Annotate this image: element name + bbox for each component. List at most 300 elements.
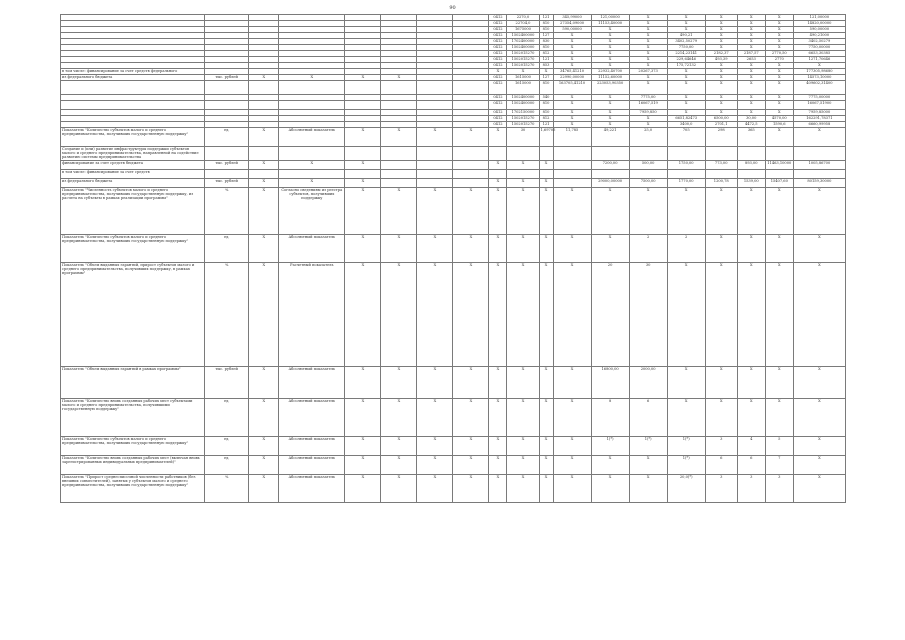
table-cell: 1502015270 [507, 51, 539, 57]
table-cell: 127 [539, 33, 553, 39]
table-row [61, 188, 846, 235]
table-cell: 229,64646 [667, 57, 705, 63]
table-cell: X [489, 179, 507, 188]
table-cell: Абсолютный показатель [279, 475, 345, 503]
table-cell: X [539, 263, 553, 367]
table-cell: ед. [205, 437, 249, 456]
table-row [61, 399, 846, 437]
table-cell: 493,39 [705, 57, 737, 63]
table-cell: X [591, 122, 629, 128]
table-cell: 298 [705, 128, 737, 147]
table-cell: X [489, 456, 507, 475]
table-cell: X [765, 63, 793, 69]
table-cell: X [417, 399, 453, 437]
table-cell: X [553, 116, 591, 122]
table-cell [553, 147, 591, 161]
table-cell: X [629, 51, 667, 57]
table-cell: X [345, 128, 381, 147]
table-cell [507, 147, 539, 161]
table-cell [205, 81, 249, 95]
table-row [61, 456, 846, 475]
table-cell: 1(*) [667, 437, 705, 456]
table-cell: X [705, 263, 737, 367]
table-cell: 8 [591, 399, 629, 437]
table-cell: X [737, 188, 765, 235]
table-cell: X [705, 95, 737, 101]
table-cell: X [553, 33, 591, 39]
table-cell: X [737, 69, 765, 75]
table-cell: 3 [705, 475, 737, 503]
table-cell: из федерального бюджета [61, 75, 205, 81]
table-cell: 812 [539, 116, 553, 122]
table-cell [453, 101, 489, 110]
table-row [61, 161, 846, 170]
table-cell: 2653 [737, 57, 765, 63]
table-cell: X [793, 263, 845, 367]
table-cell [381, 161, 417, 170]
table-cell: X [553, 399, 591, 437]
table-cell: X [737, 39, 765, 45]
table-cell: X [667, 95, 705, 101]
table-cell [629, 170, 667, 179]
table-row [61, 81, 846, 95]
table-cell [61, 81, 205, 95]
table-cell: X [591, 101, 629, 110]
table-cell: X [507, 437, 539, 456]
table-cell: Абсолютный показатель [279, 367, 345, 399]
table-cell: X [489, 367, 507, 399]
table-cell: X [381, 75, 417, 81]
table-cell: 11153,40000 [591, 21, 629, 27]
table-cell: X [705, 101, 737, 110]
table-cell: Абсолютный показатель [279, 437, 345, 456]
table-cell: X [737, 95, 765, 101]
table-cell: X [345, 188, 381, 235]
table-cell [737, 170, 765, 179]
budget-table [60, 14, 846, 503]
table-cell: 6 [629, 399, 667, 437]
table-cell: 1702400000 [507, 39, 539, 45]
table-cell: X [591, 63, 629, 69]
table-cell: 80159,30000 [793, 179, 845, 188]
table-cell: ед. [205, 456, 249, 475]
table-cell: X [417, 367, 453, 399]
table-cell: X [539, 161, 553, 170]
table-cell: Показатель "Объем выданных гарантий в рамках программы" [61, 367, 205, 399]
table-cell: X [553, 63, 591, 69]
table-cell: X [629, 188, 667, 235]
table-cell [345, 170, 381, 179]
table-cell: 30 [507, 128, 539, 147]
table-cell: X [381, 128, 417, 147]
table-cell: X [539, 69, 553, 75]
table-cell: X [793, 456, 845, 475]
table-cell: X [765, 81, 793, 95]
table-cell [279, 147, 345, 161]
page-number: 90 [449, 5, 456, 11]
table-cell: 121 [539, 122, 553, 128]
table-cell: 2 [629, 235, 667, 263]
table-cell [381, 81, 417, 95]
table-cell: 7750,00000 [793, 45, 845, 51]
table-cell: X [629, 122, 667, 128]
table-cell: 11463,10000 [765, 161, 793, 170]
table-cell [453, 170, 489, 179]
table-cell: X [705, 81, 737, 95]
table-cell: X [591, 456, 629, 475]
table-row [61, 367, 846, 399]
table-cell: X [507, 475, 539, 503]
table-cell: X [489, 188, 507, 235]
table-cell: X [453, 456, 489, 475]
table-cell: 16800,00 [591, 367, 629, 399]
table-cell: X [249, 263, 279, 367]
table-cell: X [765, 188, 793, 235]
table-cell [345, 147, 381, 161]
table-cell [417, 147, 453, 161]
table-cell: Согласно сведениям из реестра субъектов, получивших поддержку [279, 188, 345, 235]
table-cell [381, 179, 417, 188]
table-cell [345, 101, 381, 110]
table-cell [279, 81, 345, 95]
table-cell: X [489, 399, 507, 437]
table-cell: X [629, 475, 667, 503]
table-cell: Абсолютный показатель [279, 399, 345, 437]
table-cell: тыс. рублей [205, 179, 249, 188]
table-cell: X [667, 263, 705, 367]
table-cell: X [765, 235, 793, 263]
table-cell: X [249, 475, 279, 503]
table-cell: 121 [539, 15, 553, 21]
table-cell: ед. [205, 399, 249, 437]
table-cell: X [629, 33, 667, 39]
table-cell: 810 [539, 81, 553, 95]
table-cell [205, 170, 249, 179]
table-row [61, 101, 846, 110]
table-cell [765, 147, 793, 161]
table-cell: X [539, 179, 553, 188]
table-cell: 16067,519 [629, 101, 667, 110]
table-cell: тыс. рублей [205, 367, 249, 399]
table-cell: 7200,00 [591, 161, 629, 170]
table-cell: X [765, 399, 793, 437]
table-cell: X [453, 367, 489, 399]
table-cell [381, 170, 417, 179]
table-cell: Расчетный показатель [279, 263, 345, 367]
table-cell: X [667, 110, 705, 116]
table-cell: X [279, 179, 345, 188]
table-cell: X [507, 69, 539, 75]
table-cell: % [205, 263, 249, 367]
table-cell [279, 170, 345, 179]
table-cell: X [765, 33, 793, 39]
table-cell [507, 170, 539, 179]
table-cell: X [553, 235, 591, 263]
table-cell [249, 147, 279, 161]
table-cell [249, 101, 279, 110]
table-cell: X [345, 179, 381, 188]
table-cell: 1502400000 [507, 33, 539, 39]
table-cell: X [249, 456, 279, 475]
table-cell [205, 147, 249, 161]
table-cell [553, 170, 591, 179]
table-cell: Показатель "Численность субъектов малого и среднего предпринимательства, получивших государственную поддержку, из расчета на субъекты в рамках реализации программы" [61, 188, 205, 235]
table-cell: 30 [629, 263, 667, 367]
table-cell: 1750,00 [667, 161, 705, 170]
table-cell: 893,00 [737, 161, 765, 170]
table-cell: 7750,00 [667, 45, 705, 51]
table-cell: 2 [667, 235, 705, 263]
table-cell: 6500,00 [705, 116, 737, 122]
table-cell: X [793, 188, 845, 235]
table-cell: 0412 [489, 39, 507, 45]
table-cell: 490,21 [667, 33, 705, 39]
table-cell: X [507, 235, 539, 263]
table-cell: 3 [737, 475, 765, 503]
table-cell: 590,00000 [553, 27, 591, 33]
table-cell: 540 [539, 95, 553, 101]
table-row [61, 179, 846, 188]
table-cell: X [489, 475, 507, 503]
table-cell: X [737, 235, 765, 263]
table-row [61, 170, 846, 179]
table-cell: 2770 [765, 57, 793, 63]
table-cell: X [381, 263, 417, 367]
table-cell: Абсолютный показатель [279, 456, 345, 475]
table-cell: X [507, 188, 539, 235]
table-cell: 27354,09000 [553, 21, 591, 27]
table-cell: 7500,00 [629, 179, 667, 188]
table-cell: 20267,373 [629, 69, 667, 75]
table-cell: X [417, 475, 453, 503]
table-row [61, 475, 846, 503]
table-cell: 121 [539, 57, 553, 63]
table-cell: X [489, 128, 507, 147]
table-cell [417, 170, 453, 179]
table-cell [793, 170, 845, 179]
table-cell: X [345, 161, 381, 170]
table-cell: X [539, 456, 553, 475]
table-cell: Абсолютный показатель [279, 128, 345, 147]
table-cell [453, 81, 489, 95]
table-cell: 0412 [489, 21, 507, 27]
table-cell: X [705, 21, 737, 27]
table-cell: X [705, 15, 737, 21]
table-cell: 7 [765, 456, 793, 475]
table-cell: X [381, 367, 417, 399]
table-cell: X [765, 75, 793, 81]
table-cell: X [591, 95, 629, 101]
table-cell: X [249, 128, 279, 147]
table-cell: X [489, 437, 507, 456]
table-cell: X [345, 235, 381, 263]
table-row [61, 128, 846, 147]
table-cell: X [765, 21, 793, 27]
table-cell: X [539, 475, 553, 503]
table-cell: 29000,00000 [591, 179, 629, 188]
table-cell: 177305,98680 [793, 69, 845, 75]
table-cell: X [249, 188, 279, 235]
table-cell: % [205, 475, 249, 503]
table-cell: 1615000 [507, 81, 539, 95]
table-cell: X [765, 101, 793, 110]
table-cell: X [591, 110, 629, 116]
table-cell: X [249, 161, 279, 170]
table-cell: X [345, 75, 381, 81]
table-cell: 0412 [489, 33, 507, 39]
table-cell: X [591, 51, 629, 57]
table-cell: 1(*) [591, 437, 629, 456]
table-cell: X [737, 367, 765, 399]
table-cell: Абсолютный показатель [279, 235, 345, 263]
table-cell: X [279, 75, 345, 81]
table-cell: X [705, 235, 737, 263]
table-cell: 2187,57 [737, 51, 765, 57]
table-cell: X [489, 69, 507, 75]
table-cell: X [629, 456, 667, 475]
table-row [61, 437, 846, 456]
table-cell: 812 [539, 51, 553, 57]
table-cell: 500,00 [629, 161, 667, 170]
table-cell [705, 170, 737, 179]
table-cell: 3400,0 [667, 122, 705, 128]
table-cell: 3 [765, 475, 793, 503]
table-cell: X [705, 367, 737, 399]
table-cell: X [705, 33, 737, 39]
table-cell: X [417, 263, 453, 367]
table-cell: 7775,00 [629, 95, 667, 101]
table-cell: Создание и (или) развитие инфраструктуры поддержки субъектов малого и среднего предпринимательства, направленной на содействие развитию системы предпринимательства [61, 147, 205, 161]
table-cell: X [765, 110, 793, 116]
table-cell: X [667, 15, 705, 21]
table-cell: X [591, 116, 629, 122]
table-cell: X [249, 399, 279, 437]
table-cell: X [453, 399, 489, 437]
table-cell [705, 147, 737, 161]
table-cell: 1502015270 [507, 122, 539, 128]
table-cell: 1(*) [667, 456, 705, 475]
table-cell: X [737, 15, 765, 21]
table-cell [453, 161, 489, 170]
table-cell: X [765, 95, 793, 101]
table-cell: 0412 [489, 116, 507, 122]
table-cell: X [489, 263, 507, 367]
table-cell: X [553, 188, 591, 235]
table-cell: X [737, 399, 765, 437]
table-cell: тыс. рублей [205, 75, 249, 81]
table-cell: 175,72132 [667, 63, 705, 69]
table-cell: 490,21000 [793, 33, 845, 39]
table-cell: X [553, 263, 591, 367]
table-cell: 121,00000 [793, 15, 845, 21]
table-cell: 5 [765, 437, 793, 456]
table-cell: X [279, 161, 345, 170]
table-cell: X [249, 179, 279, 188]
table-cell [279, 101, 345, 110]
table-cell: X [629, 39, 667, 45]
table-cell: X [793, 128, 845, 147]
table-cell: X [417, 128, 453, 147]
table-cell: X [667, 81, 705, 95]
table-cell: 20 [591, 263, 629, 367]
table-cell: X [765, 27, 793, 33]
table-cell: X [553, 57, 591, 63]
table-cell: 2214,23141 [667, 51, 705, 57]
table-cell: 365 [737, 128, 765, 147]
table-cell: 810 [539, 21, 553, 27]
table-cell: 1502015270 [507, 57, 539, 63]
table-cell: 2270,0 [507, 15, 539, 21]
table-cell: 20,0(*) [667, 475, 705, 503]
table-cell: X [629, 75, 667, 81]
table-cell: X [489, 235, 507, 263]
table-cell: 0412 [489, 95, 507, 101]
table-cell [765, 170, 793, 179]
table-cell: X [737, 21, 765, 27]
table-cell: X [507, 399, 539, 437]
table-cell: X [553, 456, 591, 475]
table-cell [591, 147, 629, 161]
table-cell: X [507, 456, 539, 475]
table-cell: X [249, 75, 279, 81]
table-cell: X [453, 475, 489, 503]
table-cell: Показатель "Прирост среднесписочной численности работников (без внешних совместителей), занятых у субъектов малого и среднего предпринимательства, получивших государственную поддержку" [61, 475, 205, 503]
table-cell: 1770,00 [667, 179, 705, 188]
table-cell: 1502400000 [507, 95, 539, 101]
table-cell: X [591, 27, 629, 33]
table-cell: X [629, 15, 667, 21]
table-cell: X [629, 21, 667, 27]
table-cell: 409602,31400 [793, 81, 845, 95]
table-cell: 7959,85000 [793, 110, 845, 116]
table-cell: X [705, 399, 737, 437]
table-cell: 16067,51900 [793, 101, 845, 110]
table-cell: X [345, 475, 381, 503]
table-cell [417, 161, 453, 170]
table-cell: 4570,00 [765, 116, 793, 122]
table-cell: X [737, 81, 765, 95]
table-cell: ед. [205, 128, 249, 147]
table-cell: X [737, 27, 765, 33]
table-cell: X [737, 45, 765, 51]
table-cell: X [453, 188, 489, 235]
table-cell: 6 [705, 456, 737, 475]
table-cell [737, 147, 765, 161]
table-cell: X [629, 81, 667, 95]
table-cell: 4 [737, 437, 765, 456]
table-cell: X [765, 128, 793, 147]
table-cell: 223053,90350 [591, 81, 629, 95]
table-cell: X [737, 75, 765, 81]
table-cell: X [737, 63, 765, 69]
table-cell [489, 170, 507, 179]
table-cell: 2770,50 [765, 51, 793, 57]
table-cell: X [591, 188, 629, 235]
table-cell: X [539, 367, 553, 399]
table-row [61, 263, 846, 367]
table-cell: X [345, 263, 381, 367]
table-cell: X [553, 110, 591, 116]
table-cell: X [553, 101, 591, 110]
table-cell [249, 170, 279, 179]
table-cell: 1502015270 [507, 63, 539, 69]
table-cell: 830 [539, 39, 553, 45]
table-cell: X [553, 45, 591, 51]
table-cell: Показатель "Количество вновь созданных рабочих мест (включая вновь зарегистрированных индивидуальных предпринимателей)" [61, 456, 205, 475]
table-cell: X [667, 69, 705, 75]
table-cell: 853 [539, 63, 553, 69]
table-cell: X [591, 39, 629, 45]
